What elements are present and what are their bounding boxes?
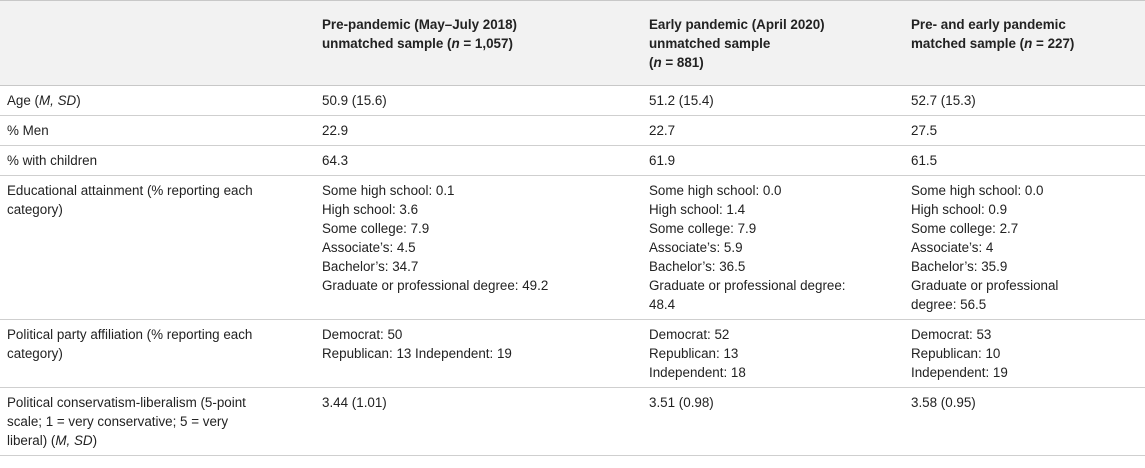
cell-matched: 52.7 (15.3)	[911, 93, 976, 108]
cell-early: 22.7	[649, 123, 676, 138]
cell-matched: Some high school: 0.0 High school: 0.9 Some college: 2.7 Associate’s: 4 Bachelor’s: 35.9 Graduate or professional degree: 56.5	[911, 183, 1059, 312]
table-row-children	[0, 146, 1145, 176]
cell-matched: 3.58 (0.95)	[911, 395, 976, 410]
table-header-row	[0, 1, 1145, 86]
table-row-party	[0, 320, 1145, 388]
cell-matched: 27.5	[911, 123, 938, 138]
row-label: Educational attainment (% reporting each category)	[7, 183, 253, 217]
header-pre-pandemic: Pre-pandemic (May–July 2018) unmatched sample (n = 1,057)	[322, 17, 517, 51]
cell-early: Some high school: 0.0 High school: 1.4 Some college: 7.9 Associate’s: 5.9 Bachelor’s: 36.5 Graduate or professional degree: 48.4	[649, 183, 846, 312]
row-label: Political party affiliation (% reporting each category)	[7, 327, 253, 361]
row-label: % Men	[7, 123, 49, 138]
row-label: Political conservatism-liberalism (5-point scale; 1 = very conservative; 5 = very liberal) (M, SD)	[7, 395, 246, 448]
header-empty	[0, 1, 314, 86]
table-row-ideology	[0, 388, 1145, 456]
table-row-men	[0, 116, 1145, 146]
table-row-age	[0, 86, 1145, 116]
cell-early: 61.9	[649, 153, 676, 168]
cell-pre: 50.9 (15.6)	[322, 93, 387, 108]
cell-pre: Democrat: 50 Republican: 13 Independent: 19	[322, 327, 512, 361]
header-early-pandemic: Early pandemic (April 2020) unmatched sample (n = 881)	[649, 17, 825, 70]
header-matched: Pre- and early pandemic matched sample (n = 227)	[911, 17, 1075, 51]
cell-matched: 61.5	[911, 153, 938, 168]
row-label: Age (M, SD)	[7, 93, 81, 108]
cell-pre: 3.44 (1.01)	[322, 395, 387, 410]
row-label: % with children	[7, 153, 98, 168]
cell-pre: 22.9	[322, 123, 349, 138]
cell-matched: Democrat: 53 Republican: 10 Independent: 19	[911, 327, 1008, 380]
table-row-education	[0, 176, 1145, 320]
cell-early: 51.2 (15.4)	[649, 93, 714, 108]
cell-early: 3.51 (0.98)	[649, 395, 714, 410]
cell-early: Democrat: 52 Republican: 13 Independent: 18	[649, 327, 746, 380]
cell-pre: Some high school: 0.1 High school: 3.6 Some college: 7.9 Associate’s: 4.5 Bachelor’s: 34.7 Graduate or professional degree: 49.2	[322, 183, 549, 293]
cell-pre: 64.3	[322, 153, 349, 168]
